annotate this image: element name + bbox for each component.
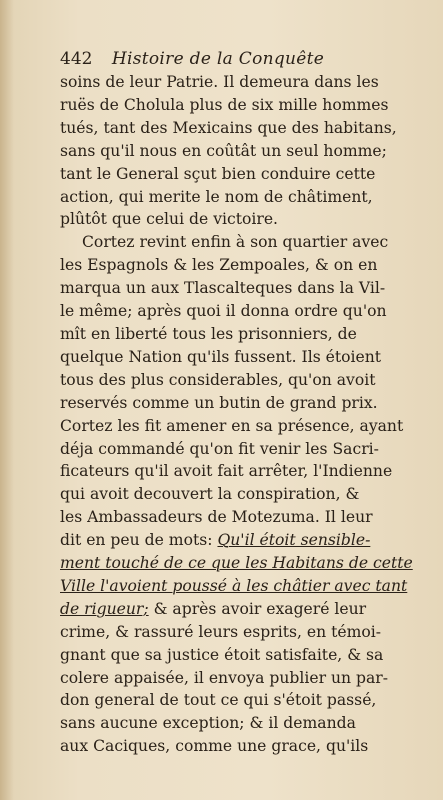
text-line: Cortez revint enfin à son quartier avec xyxy=(82,233,389,252)
text-line: les Ambassadeurs de Motezuma. Il leur xyxy=(60,508,373,527)
text-line: quelque Nation qu'ils fussent. Ils étoient xyxy=(60,347,382,366)
text-line: les Espagnols & les Zempoales, & on en xyxy=(60,256,378,275)
running-header xyxy=(60,48,423,70)
text-run: dit en peu de mots: xyxy=(60,531,213,550)
text-line: sans qu'il nous en coûtât un seul homme; xyxy=(60,141,387,160)
text-line: reservés comme un butin de grand prix. xyxy=(60,393,378,412)
text-line: ment touché de ce que les Habitans de cette xyxy=(60,554,413,573)
text-line: ruës de Cholula plus de six mille hommes xyxy=(60,95,389,114)
text-line: aux Caciques, comme une grace, qu'ils xyxy=(60,737,369,756)
text-line: don general de tout ce qui s'étoit passé, xyxy=(60,691,377,710)
text-line: soins de leur Patrie. Il demeura dans les xyxy=(60,73,379,91)
text-line: gnant que sa justice étoit satisfaite, & sa xyxy=(60,645,384,664)
text-line xyxy=(60,598,430,621)
text-line: Ville l'avoient poussé à les châtier avec tant xyxy=(60,576,408,595)
text-line: tués, tant des Mexicains que des habitans, xyxy=(60,118,397,137)
text-line: Cortez les fit amener en sa présence, ayant xyxy=(60,416,404,435)
text-line: colere appaisée, il envoya publier un par- xyxy=(60,668,389,687)
page-gutter-shadow xyxy=(0,0,14,800)
body-text xyxy=(60,71,430,758)
text-line: tant le General sçut bien conduire cette xyxy=(60,164,376,183)
page-number: 442 xyxy=(60,49,93,69)
text-run: & après avoir exageré leur xyxy=(153,599,367,618)
quoted-speech: Qu'il étoit sensible- xyxy=(217,531,371,550)
text-line: mît en liberté tous les prisonniers, de xyxy=(60,324,357,343)
text-line: plûtôt que celui de victoire. xyxy=(60,210,279,229)
text-line: qui avoit decouvert la conspiration, & xyxy=(60,485,360,504)
text-line: action, qui merite le nom de châtiment, xyxy=(60,187,373,206)
quoted-speech: de rigueur; xyxy=(60,599,149,618)
text-line: sans aucune exception; & il demanda xyxy=(60,714,356,733)
text-line: crime, & rassuré leurs esprits, en témoi- xyxy=(60,622,382,641)
text-line: tous des plus considerables, qu'on avoit xyxy=(60,370,376,389)
text-line: le même; après quoi il donna ordre qu'on xyxy=(60,302,387,321)
text-line xyxy=(60,529,430,552)
text-line: ficateurs qu'il avoit fait arrêter, l'Indienne xyxy=(60,462,393,481)
text-line: marqua un aux Tlascalteques dans la Vil- xyxy=(60,279,386,298)
text-line: déja commandé qu'on fit venir les Sacri- xyxy=(60,439,379,458)
running-title: Histoire de la Conquête xyxy=(111,49,325,69)
